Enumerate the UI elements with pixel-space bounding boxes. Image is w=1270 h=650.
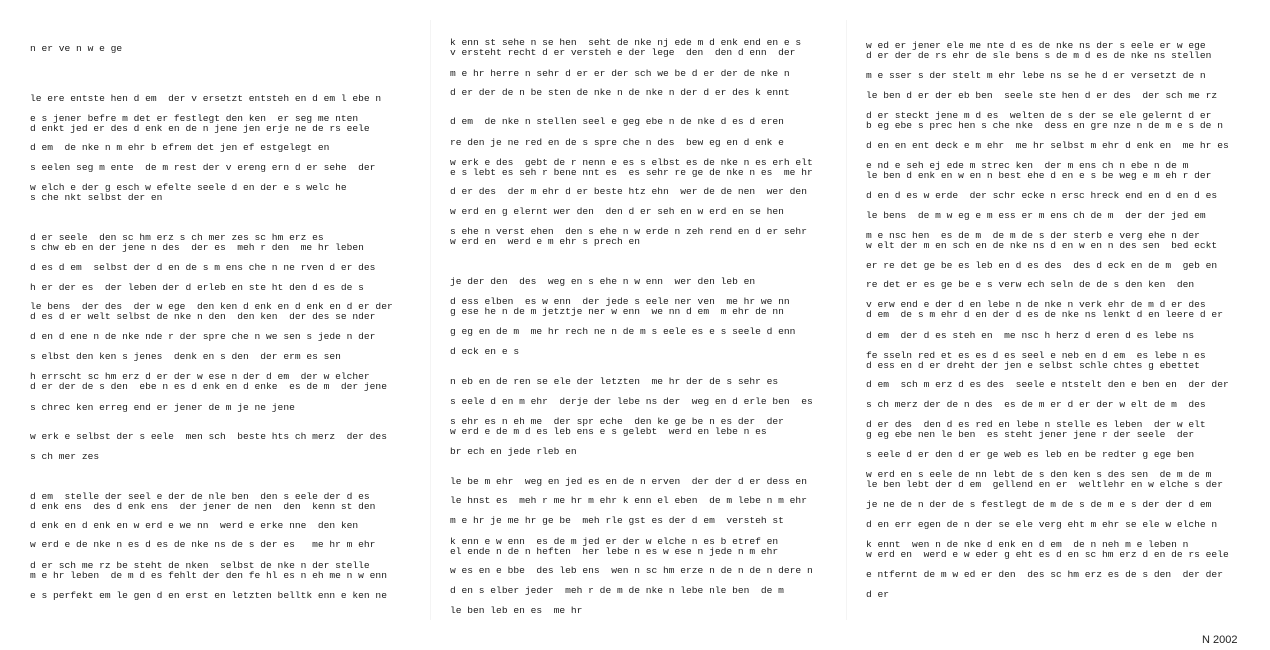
text-block xyxy=(450,537,778,556)
text-line: s chw eb en der jene n des der es meh r den me hr leben xyxy=(30,241,364,253)
text-block xyxy=(450,38,801,57)
text-line: er re det ge be es leb en d es des des d eck en de m geb en xyxy=(866,260,1218,271)
text-block xyxy=(450,88,790,98)
column-divider xyxy=(430,20,431,620)
text-line: k enn e w enn es de m jed er der w elche n es b etref en xyxy=(450,536,779,547)
text-line: d em der d es steh en me nsc h herz d eren d es lebe ns xyxy=(866,330,1195,341)
text-block xyxy=(30,452,99,462)
text-line: le ben d enk en w en n best ehe d en e s be weg e m eh r der xyxy=(866,169,1212,181)
text-line: s ehe n verst ehen den s ehe n w erde n zeh rend en d er sehr xyxy=(450,226,807,237)
text-block xyxy=(866,261,1217,271)
text-block xyxy=(30,492,375,511)
text-line: le ben leb en es me hr xyxy=(450,605,583,616)
text-block xyxy=(866,280,1194,290)
footer-label: N 2002 xyxy=(1202,634,1238,646)
text-line: h er der es der leben der d erleb en ste ht den d es de s xyxy=(30,282,364,293)
text-block xyxy=(30,352,341,362)
text-line: d er des den d es red en lebe n stelle es leben der w elt xyxy=(866,419,1206,430)
text-block xyxy=(450,586,784,596)
text-line: w erk e des gebt de r nenn e es s elbst es de nke n es erh elt xyxy=(450,157,813,168)
text-block xyxy=(866,420,1206,439)
text-line: d es d er welt selbst de nke n den den ken der des se nder xyxy=(30,310,376,322)
text-block xyxy=(866,300,1223,319)
text-line: d en d ene n de nke nde r der spre che n we sen s jede n der xyxy=(30,331,376,342)
text-line: s chrec ken erreg end er jener de m je ne jene xyxy=(30,402,295,413)
text-line: d er der de s den ebe n es d enk en d enke es de m der jene xyxy=(30,380,387,392)
text-line: d er der de n be sten de nke n de nke n der d er des k ennt xyxy=(450,87,790,98)
text-line: w erd en s eele de nn lebt de s den ken s des sen de m de m xyxy=(866,469,1212,480)
text-line: d er steckt jene m d es welten de s der se ele gelernt d er xyxy=(866,110,1212,121)
text-line: el ende n de n heften her lebe n es w ese n jede n m ehr xyxy=(450,545,779,557)
text-block xyxy=(866,540,1229,559)
text-block xyxy=(866,211,1206,221)
text-block xyxy=(450,158,813,177)
text-line: d em de s m ehr d en der d es de nke ns lenkt d en leere d er xyxy=(866,308,1223,320)
text-block xyxy=(866,570,1223,580)
text-block xyxy=(450,606,582,616)
text-line: d er sch me rz be steht de nken selbst de nke n der stelle xyxy=(30,560,370,571)
text-line: s ch mer zes xyxy=(30,451,100,462)
text-line: le ben d er der eb ben seele ste hen d er des der sch me rz xyxy=(866,90,1218,101)
text-line: d er xyxy=(866,589,890,600)
text-line: m e hr herre n sehr d er er der sch we be d er der de nke n xyxy=(450,68,790,79)
text-line: s eelen seg m ente de m rest der v ereng ern d er sehe der xyxy=(30,162,376,173)
text-line: k ennt wen n de nke d enk en d em de n neh m e leben n xyxy=(866,539,1189,550)
text-line: le bens de m w eg e m ess er m ens ch de m der der jed em xyxy=(866,210,1206,221)
text-line: e ntfernt de m w ed er den des sc hm erz es de s den der der xyxy=(866,569,1223,580)
text-line: n er ve n w e ge xyxy=(30,43,123,54)
text-block xyxy=(450,347,519,357)
text-block xyxy=(30,163,375,173)
text-line: d ess elben es w enn der jede s eele ner ven me hr we nn xyxy=(450,296,790,307)
text-line: k enn st sehe n se hen seht de nke nj ede m d enk end en e s xyxy=(450,37,802,48)
text-line: le be m ehr weg en jed es en de n erven der der d er dess en xyxy=(450,476,807,487)
text-line: g eg en de m me hr rech ne n de m s eele es e s seele d enn xyxy=(450,326,796,337)
text-block xyxy=(30,540,375,550)
text-line: d em stelle der seel e der de nle ben den s eele der d es xyxy=(30,491,370,502)
text-line: d es d em selbst der d en de s m ens che n ne rven d er des xyxy=(30,262,376,273)
text-block xyxy=(866,470,1223,489)
text-line: re den je ne red en de s spre che n des bew eg en d enk e xyxy=(450,137,784,148)
text-block xyxy=(30,432,387,442)
text-block xyxy=(450,227,807,246)
text-line: fe sseln red et es es d es seel e neb en d em es lebe n es xyxy=(866,350,1206,361)
text-line: v ersteht recht d er versteh e der lege den den d enn der xyxy=(450,46,796,58)
text-block xyxy=(450,417,784,436)
text-line: e s perfekt em le gen d en erst en letzten belltk enn e ken ne xyxy=(30,590,387,601)
text-block xyxy=(866,71,1206,81)
text-block xyxy=(30,183,347,202)
text-block xyxy=(450,377,778,387)
text-line: s eele d en m ehr derje der lebe ns der weg en d erle ben es xyxy=(450,396,813,407)
text-block xyxy=(450,447,577,457)
text-line: s elbst den ken s jenes denk en s den der erm es sen xyxy=(30,351,341,362)
text-line: g eg ebe nen le ben es steht jener jene r der seele der xyxy=(866,428,1195,440)
text-line: d ess en d er dreht der jen e selbst schle chtes g ebettet xyxy=(866,359,1200,371)
text-block xyxy=(30,332,375,342)
text-block xyxy=(30,94,381,104)
text-line: m e hr leben de m d es fehlt der den fe hl es n eh me n w enn xyxy=(30,569,387,581)
text-line: d en d es w erde der schr ecke n ersc hreck end en d en d es xyxy=(866,190,1218,201)
text-block xyxy=(450,297,790,316)
text-block xyxy=(30,114,370,133)
text-line: s ch merz der de n des es de m er d er der w elt de m des xyxy=(866,399,1206,410)
text-line: b eg ebe s prec hen s che nke dess en gre nze n de m e s de n xyxy=(866,119,1223,131)
text-block xyxy=(450,397,813,407)
text-line: w ed er jener ele me nte d es de nke ns der s eele er w ege xyxy=(866,40,1206,51)
text-line: s ehr es n eh me der spr eche den ke ge be n es der der xyxy=(450,416,784,427)
text-line: d enk ens des d enk ens der jener de nen den kenn st den xyxy=(30,500,376,512)
text-line: w elch e der g esch w efelte seele d en der e s welc he xyxy=(30,182,347,193)
text-block xyxy=(30,44,122,54)
text-line: e s lebt es seh r bene nnt es es sehr re ge de nke n es me hr xyxy=(450,166,813,178)
text-line: d en en ent deck e m ehr me hr selbst m ehr d enk en me hr es xyxy=(866,140,1229,151)
text-line: br ech en jede rleb en xyxy=(450,446,577,457)
text-block xyxy=(866,400,1206,410)
text-line: w erd en werd e m ehr s prech en xyxy=(450,235,640,247)
text-block xyxy=(866,161,1211,180)
text-line: s eele d er den d er ge web es leb en be redter g ege ben xyxy=(866,449,1195,460)
text-block xyxy=(450,496,807,506)
text-line: d eck en e s xyxy=(450,346,520,357)
text-line: m e hr je me hr ge be meh rle gst es der d em versteh st xyxy=(450,515,784,526)
text-line: e s jener befre m det er festlegt den ken er seg me nten xyxy=(30,113,359,124)
text-line: g ese he n de m jetztje ner w enn we nn d em m ehr de nn xyxy=(450,305,784,317)
text-line: d em de nke n stellen seel e geg ebe n de nke d es d eren xyxy=(450,116,784,127)
text-line: w erd e de nke n es d es de nke ns de s der es me hr m ehr xyxy=(30,539,376,550)
text-block xyxy=(30,283,364,293)
text-line: d em de nke n m ehr b efrem det jen ef estgelegt en xyxy=(30,142,330,153)
text-block xyxy=(30,233,364,252)
text-line: je der den des weg en s ehe n w enn wer den leb en xyxy=(450,276,756,287)
text-line: le bens der des der w ege den ken d enk en d enk en d er der xyxy=(30,301,393,312)
text-block xyxy=(30,561,387,580)
text-line: d em sch m erz d es des seele e ntstelt den e ben en der der xyxy=(866,379,1229,390)
text-block xyxy=(450,516,784,526)
text-block xyxy=(450,207,784,217)
column-divider xyxy=(846,20,847,620)
text-block xyxy=(866,41,1211,60)
text-line: d en s elber jeder meh r de m de nke n lebe nle ben de m xyxy=(450,585,784,596)
text-line: e nd e seh ej ede m strec ken der m ens ch n ebe n de m xyxy=(866,160,1189,171)
text-block xyxy=(30,302,393,321)
text-line: d enk en d enk en w erd e we nn werd e erke nne den ken xyxy=(30,520,359,531)
text-block xyxy=(30,263,375,273)
text-line: w erd en werd e w eder g eht es d en sc hm erz d en de rs eele xyxy=(866,548,1229,560)
text-block xyxy=(450,277,755,287)
text-line: le ere entste hen d em der v ersetzt entsteh en d em l ebe n xyxy=(30,93,382,104)
text-block xyxy=(866,590,889,600)
text-line: d er des der m ehr d er beste htz ehn wer de de nen wer den xyxy=(450,186,807,197)
text-block xyxy=(30,372,387,391)
text-block xyxy=(866,231,1217,250)
text-block xyxy=(866,500,1211,510)
text-block xyxy=(450,138,784,148)
text-line: w erd en g elernt wer den den d er seh en w erd en se hen xyxy=(450,206,784,217)
text-block xyxy=(450,69,790,79)
text-block xyxy=(450,327,795,337)
text-line: le hnst es meh r me hr m ehr k enn el eben de m lebe n m ehr xyxy=(450,495,807,506)
text-line: d er seele den sc hm erz s ch mer zes sc hm erz es xyxy=(30,232,324,243)
text-block xyxy=(866,520,1217,530)
text-block xyxy=(866,331,1194,341)
text-block xyxy=(30,591,387,601)
text-line: je ne de n der de s festlegt de m de s de m e s der der d em xyxy=(866,499,1212,510)
text-line: le ben lebt der d em gellend en er weltlehr en w elche s der xyxy=(866,478,1223,490)
text-line: v erw end e der d en lebe n de nke n verk ehr de m d er des xyxy=(866,299,1206,310)
text-block xyxy=(450,187,807,197)
text-line: h errscht sc hm erz d er der w ese n der d em der w elcher xyxy=(30,371,370,382)
text-block xyxy=(450,566,813,576)
text-block xyxy=(30,403,295,413)
text-line: w erk e selbst der s eele men sch beste hts ch merz der des xyxy=(30,431,387,442)
text-block xyxy=(866,111,1223,130)
text-block xyxy=(866,141,1229,151)
text-block xyxy=(866,191,1217,201)
text-line: s che nkt selbst der en xyxy=(30,191,163,203)
text-line: m e nsc hen es de m de m de s der sterb e verg ehe n der xyxy=(866,230,1200,241)
text-line: w erd e de m d es leb ens e s gelebt werd en lebe n es xyxy=(450,425,767,437)
text-line: w es en e bbe des leb ens wen n sc hm erze n de n de n dere n xyxy=(450,565,813,576)
text-block xyxy=(450,477,807,487)
text-line: d enkt jed er des d enk en de n jene jen erje ne de rs eele xyxy=(30,122,370,134)
text-block xyxy=(866,450,1194,460)
text-line: w elt der m en sch en de nke ns d en w en n des sen bed eckt xyxy=(866,239,1218,251)
text-block xyxy=(450,117,784,127)
text-line: n eb en de ren se ele der letzten me hr der de s sehr es xyxy=(450,376,779,387)
text-block xyxy=(30,521,358,531)
text-block xyxy=(866,380,1229,390)
text-block xyxy=(866,351,1206,370)
text-line: d er der de rs ehr de sle bens s de m d es de nke ns stellen xyxy=(866,49,1212,61)
text-line: m e sser s der stelt m ehr lebe ns se he d er versetzt de n xyxy=(866,70,1206,81)
text-block xyxy=(866,91,1217,101)
text-line: d en err egen de n der se ele verg eht m ehr se ele w elche n xyxy=(866,519,1218,530)
text-line: re det er es ge be e s verw ech seln de de s den ken den xyxy=(866,279,1195,290)
text-block xyxy=(30,143,329,153)
